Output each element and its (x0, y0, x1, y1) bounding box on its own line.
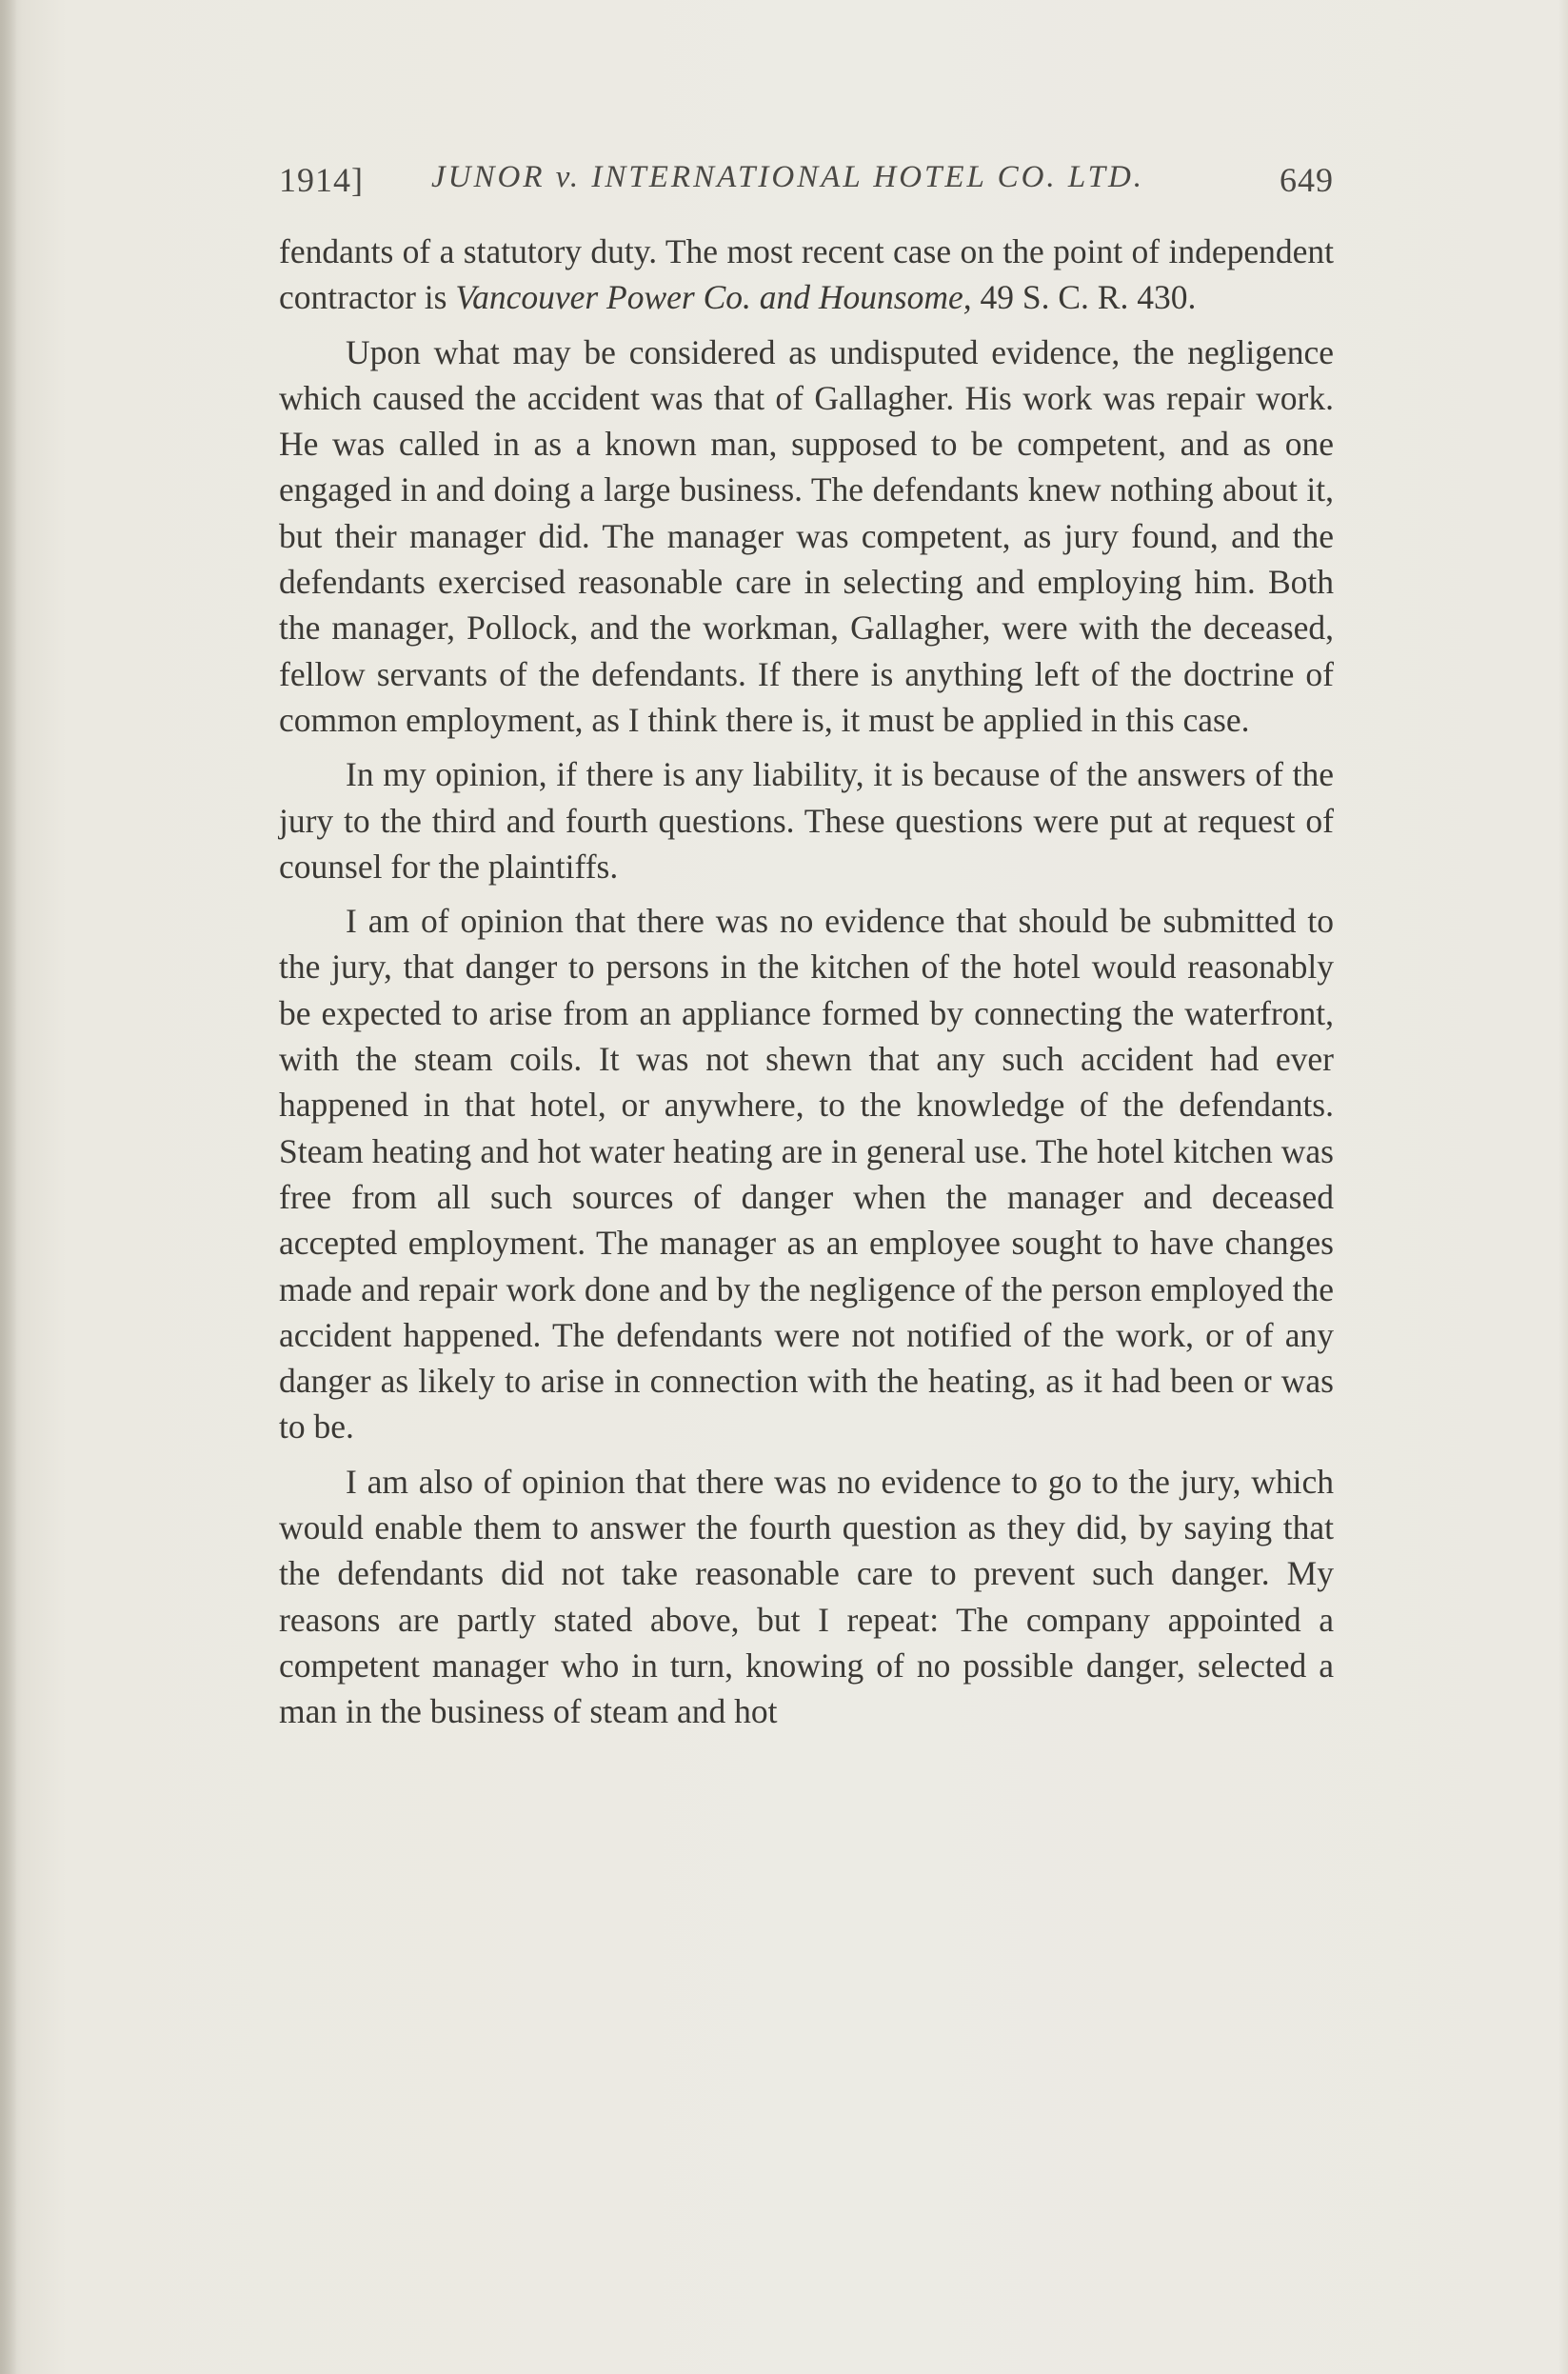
body-text (279, 229, 1334, 1744)
paragraph-text: fendants of a statutory duty. The most recent case on the point of independent contractor is (279, 232, 1334, 317)
page-number: 649 (1280, 161, 1334, 199)
paragraph: I am of opinion that there was no evidence that should be submitted to the jury, that danger to persons in the kitchen of the hotel would reasonably be expected to arise from an appliance formed by connecting the waterfront, with the steam coils. It was not shewn that any such accident had ever happened in that hotel, or anywhere, to the knowledge of the defendants. Steam heating and hot water heating are in general use. The hotel kitchen was free from all such sources of danger when the manager and deceased accepted employment. The manager as an employee sought to have changes made and repair work done and by the negligence of the person employed the accident happened. The defendants were not notified of the work, or of any danger as likely to arise in connection with the heating, as it had been or was to be. (279, 902, 1334, 1446)
paragraph: Upon what may be considered as undisputed evidence, the negligence which caused the accident was that of Gallagher. His work was repair work. He was called in as a known man, supposed to be competent, and as one engaged in and doing a large business. The defendants knew nothing about it, but their manager did. The manager was competent, as jury found, and the defendants exercised reasonable care in selecting and employing him. Both the manager, Pollock, and the workman, Gallagher, were with the deceased, fellow servants of the defendants. If there is anything left of the doctrine of common employment, as I think there is, it must be applied in this case. (279, 332, 1334, 739)
running-head (279, 152, 1334, 209)
paragraph: I am also of opinion that there was no evidence to go to the jury, which would enable them to answer the fourth question as they did, by saying that the defendants did not take reasonable care to prevent such danger. My reasons are partly stated above, but I repeat: The company appointed a competent manager who in turn, knowing of no possible danger, selected a man in the business of steam and hot (279, 1462, 1334, 1731)
paragraph-text: 49 S. C. R. 430. (971, 278, 1197, 317)
paragraph: In my opinion, if there is any liability, it is because of the answers of the jury to the third and fourth questions. These questions were put at request of counsel for the plaintiffs. (279, 755, 1334, 886)
paragraph-continued (279, 229, 1334, 321)
spine-shadow (0, 0, 17, 2374)
case-citation-italic: Vancouver Power Co. and Hounsome, (455, 278, 972, 317)
running-head-year: 1914] (279, 161, 364, 199)
running-head-title: JUNOR v. INTERNATIONAL HOTEL CO. LTD. (431, 160, 1145, 194)
page-edge (1558, 0, 1568, 2374)
